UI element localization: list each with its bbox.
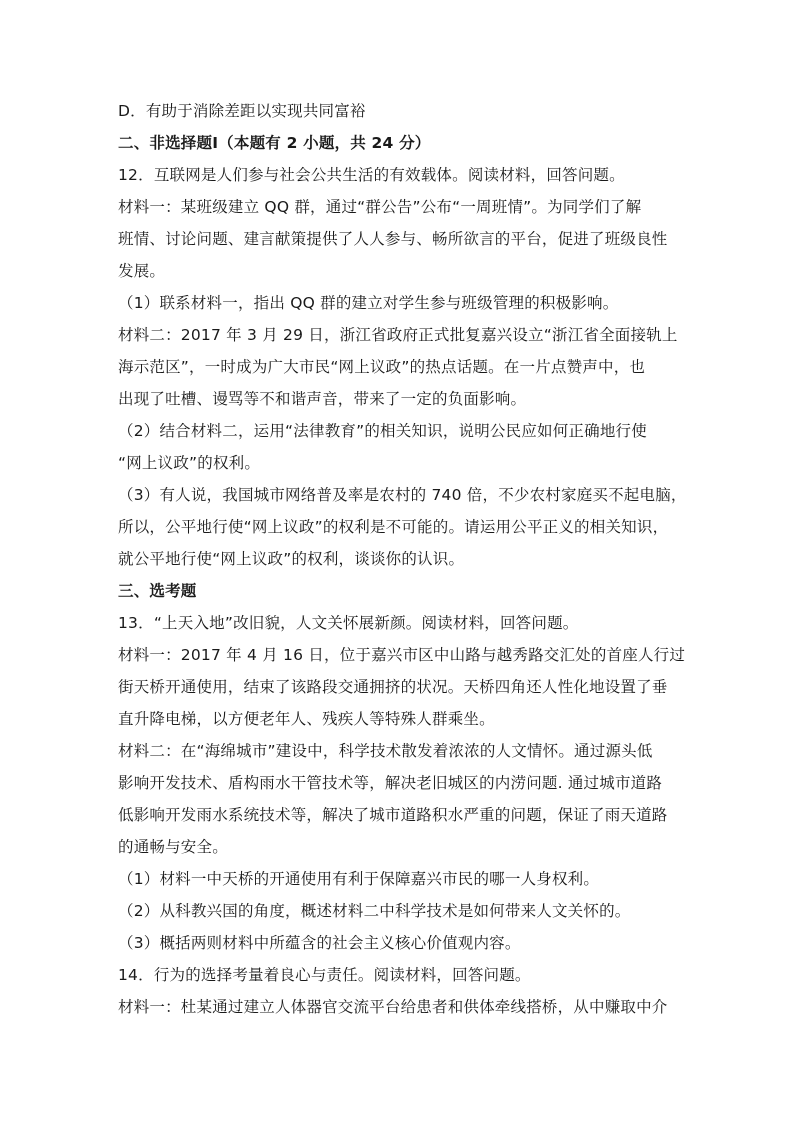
question-13-stem: 13．“上天入地”改旧貌，人文关怀展新颜。阅读材料，回答问题。 (118, 614, 579, 632)
q12-subquestion-3-line-1: （3）有人说，我国城市网络普及率是农村的 740 倍，不少农村家庭买不起电脑， (118, 486, 687, 504)
question-12-stem: 12．互联网是人们参与社会公共生活的有效载体。阅读材料，回答问题。 (118, 166, 625, 184)
q13-material-2-line-4: 的通畅与安全。 (118, 838, 228, 856)
q12-subquestion-2-line-1: （2）结合材料二，运用“法律教育”的相关知识，说明公民应如何正确地行使 (118, 422, 647, 440)
q14-material-1-line-1: 材料一：杜某通过建立人体器官交流平台给患者和供体牵线搭桥，从中赚取中介 (118, 998, 668, 1016)
q12-material-1-line-3: 发展。 (118, 262, 166, 280)
q13-material-2-line-1: 材料二：在“海绵城市”建设中，科学技术散发着浓浓的人文情怀。通过源头低 (118, 742, 653, 760)
q13-subquestion-2: （2）从科教兴国的角度，概述材料二中科学技术是如何带来人文关怀的。 (118, 902, 631, 920)
q12-subquestion-3-line-2: 所以，公平地行使“网上议政”的权利是不可能的。请运用公平正义的相关知识， (118, 518, 669, 536)
document-body (118, 95, 687, 1023)
q13-material-2-line-2: 影响开发技术、盾构雨水干管技术等，解决老旧城区的内涝问题. 通过城市道路 (118, 774, 663, 792)
q13-material-1-line-2: 街天桥开通使用，结束了该路段交通拥挤的状况。天桥四角还人性化地设置了垂 (118, 678, 668, 696)
q13-subquestion-1: （1）材料一中天桥的开通使用有利于保障嘉兴市民的哪一人身权利。 (118, 870, 600, 888)
question-14-stem: 14．行为的选择考量着良心与责任。阅读材料，回答问题。 (118, 966, 531, 984)
section-heading-elective: 三、选考题 (118, 582, 197, 600)
q12-material-1-line-2: 班情、讨论问题、建言献策提供了人人参与、畅所欲言的平台，促进了班级良性 (118, 230, 668, 248)
q12-subquestion-1: （1）联系材料一，指出 QQ 群的建立对学生参与班级管理的积极影响。 (118, 294, 619, 312)
q12-material-2-line-2: 海示范区”，一时成为广大市民“网上议政”的热点话题。在一片点赞声中，也 (118, 358, 646, 376)
q12-material-2-line-1: 材料二：2017 年 3 月 29 日，浙江省政府正式批复嘉兴设立“浙江省全面接轨上 (118, 326, 678, 344)
q12-material-2-line-3: 出现了吐槽、谩骂等不和谐声音，带来了一定的负面影响。 (118, 390, 527, 408)
section-heading-nonchoice: 二、非选择题Ⅰ（本题有 2 小题，共 24 分） (118, 134, 431, 152)
q12-material-1-line-1: 材料一：某班级建立 QQ 群，通过“群公告”公布“一周班情”。为同学们了解 (118, 198, 642, 216)
q13-material-1-line-3: 直升降电梯，以方便老年人、残疾人等特殊人群乘坐。 (118, 710, 495, 728)
q12-subquestion-2-line-2: “网上议政”的权利。 (118, 454, 261, 472)
option-d-line: D．有助于消除差距以实现共同富裕 (118, 102, 366, 120)
q13-material-1-line-1: 材料一：2017 年 4 月 16 日，位于嘉兴市区中山路与越秀路交汇处的首座人行过 (118, 646, 686, 664)
q12-subquestion-3-line-3: 就公平地行使“网上议政”的权利，谈谈你的认识。 (118, 550, 465, 568)
q13-material-2-line-3: 低影响开发雨水系统技术等，解决了城市道路积水严重的问题，保证了雨天道路 (118, 806, 668, 824)
q13-subquestion-3: （3）概括两则材料中所蕴含的社会主义核心价值观内容。 (118, 934, 521, 952)
